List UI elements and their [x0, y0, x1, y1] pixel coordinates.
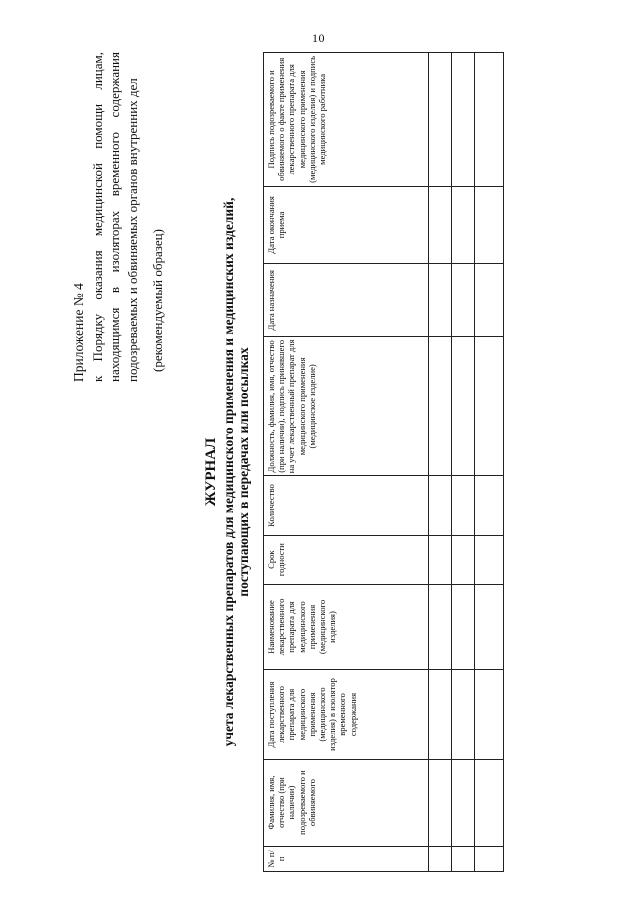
table-row: [452, 53, 475, 872]
table-cell: [475, 584, 504, 670]
column-header: Дата окончания приема: [264, 186, 429, 263]
table-cell: [452, 186, 475, 263]
page-number: 10: [312, 31, 325, 45]
table-cell: [429, 584, 452, 670]
table-cell: [475, 264, 504, 337]
table-cell: [452, 264, 475, 337]
column-header: Дата поступления лекарственного препарата для медицинского применения (медицинского изделия) в изолятор временного содержания: [264, 670, 429, 759]
table-cell: [475, 476, 504, 535]
table-cell: [452, 584, 475, 670]
table-cell: [452, 846, 475, 871]
column-header: № п/п: [264, 846, 429, 871]
table-cell: [429, 759, 452, 846]
appendix-body: к Порядку оказания медицинской помощи лицам, находящимся в изоляторах временного содержания подозреваемых и обвиняемых органов внутренних дел: [89, 52, 140, 382]
table-cell: [452, 53, 475, 187]
journal-subtitle-line-2: поступающих в передачах или посылках: [236, 347, 251, 597]
appendix-note: (рекомендуемый образец): [150, 229, 165, 372]
table-cell: [429, 535, 452, 584]
column-header: Количество: [264, 476, 429, 535]
table-cell: [475, 337, 504, 476]
table-header-row: [264, 53, 429, 872]
table-row: [475, 53, 504, 872]
table-cell: [429, 186, 452, 263]
table-cell: [429, 846, 452, 871]
table-body: [429, 53, 504, 872]
rotated-page-content: [60, 42, 580, 902]
table-cell: [452, 670, 475, 759]
column-header: Фамилия, имя, отчество (при наличии) подозреваемого и обвиняемого: [264, 759, 429, 846]
table-row: [429, 53, 452, 872]
table-cell: [452, 337, 475, 476]
table-cell: [475, 186, 504, 263]
table-cell: [475, 846, 504, 871]
table-cell: [475, 670, 504, 759]
column-header: Подпись подозреваемого и обвиняемого о факте применения лекарственного препарата для медицинского применения (медицинского изделия) и подпись медицинского работника: [264, 53, 429, 187]
table-cell: [429, 264, 452, 337]
table-cell: [452, 535, 475, 584]
appendix-header: [70, 52, 167, 382]
journal-table: [263, 52, 504, 872]
table-cell: [475, 53, 504, 187]
journal-title-block: [204, 42, 252, 902]
journal-title: ЖУРНАЛ: [203, 437, 219, 507]
table-cell: [475, 535, 504, 584]
table-cell: [452, 476, 475, 535]
table-cell: [475, 759, 504, 846]
appendix-title: Приложение № 4: [71, 283, 86, 382]
table-cell: [429, 337, 452, 476]
column-header: Наименование лекарственного препарата для медицинского применения (медицинского изделия): [264, 584, 429, 670]
table-cell: [429, 476, 452, 535]
journal-subtitle-line-1: учета лекарственных препаратов для медицинского применения и медицинских изделий,: [220, 197, 236, 747]
column-header: Должность, фамилия, имя, отчество (при наличии), подпись принявшего на учет лекарственный препарат для медицинского применения (медицинское изделие): [264, 337, 429, 476]
table-cell: [429, 670, 452, 759]
table-cell: [452, 759, 475, 846]
table-cell: [429, 53, 452, 187]
column-header: Срок годности: [264, 535, 429, 584]
column-header: Дата назначения: [264, 264, 429, 337]
